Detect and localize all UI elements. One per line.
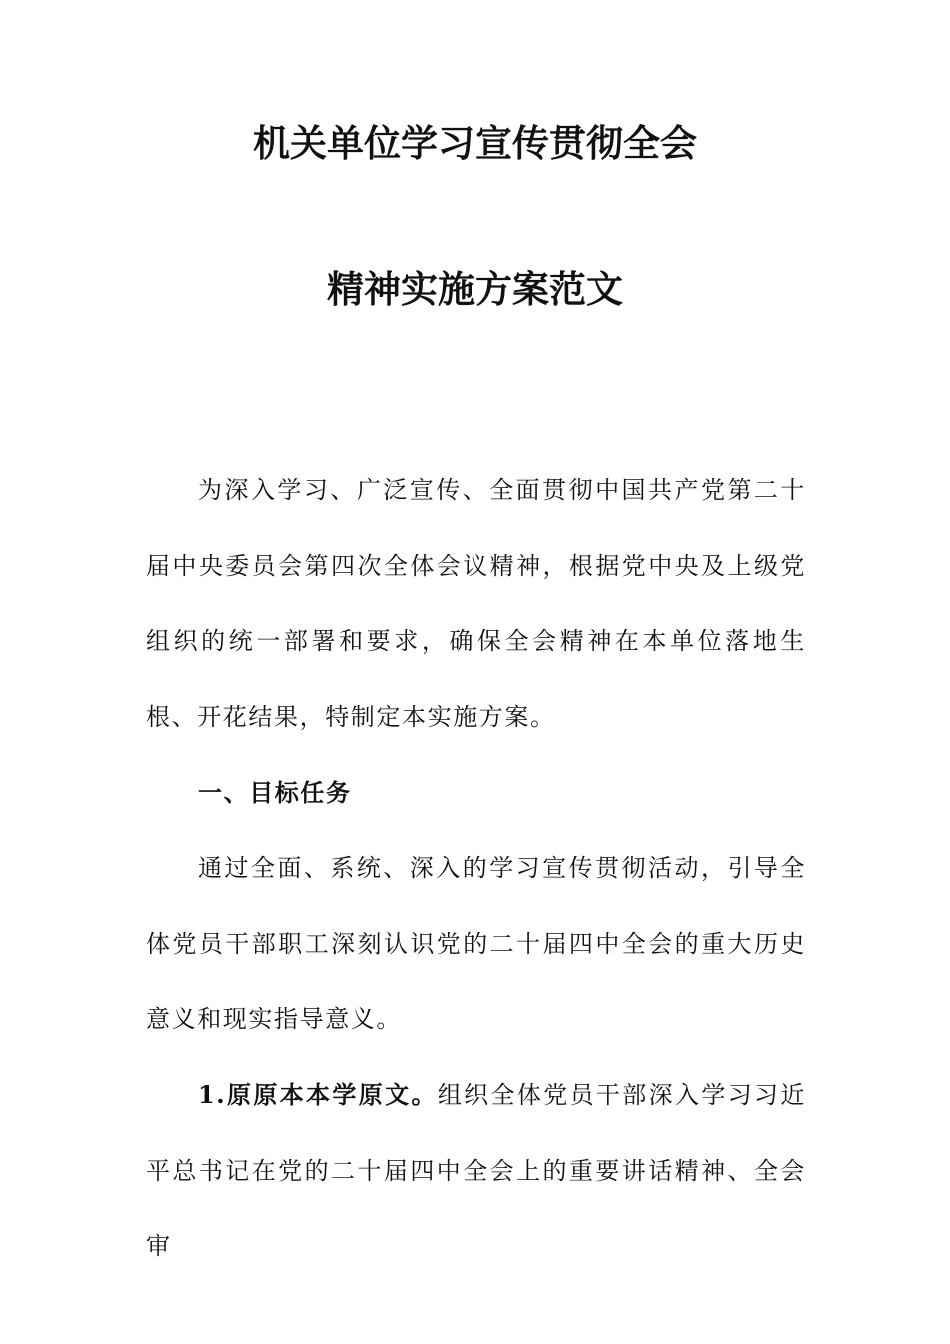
intro-paragraph: 为深入学习、广泛宣传、全面贯彻中国共产党第二十届中央委员会第四次全体会议精神，根据党中央及上级党组织的统一部署和要求，确保全会精神在本单位落地生根、开花结果，特制定本实施方案。 <box>146 476 806 731</box>
item-1-text: 组织全体党员干部深入学习习近平总书记在党的二十届四中全会上的重要讲话精神、全会审 <box>146 1081 806 1260</box>
document-title-line-1: 机关单位学习宣传贯彻全会 <box>253 122 697 165</box>
item-1-paragraph <box>146 1057 806 1285</box>
item-1-lead: 1.原原本本学原文。 <box>198 1080 438 1109</box>
section-heading-goals: 一、目标任务 <box>198 778 352 807</box>
document-title-line-2: 精神实施方案范文 <box>327 268 623 311</box>
goals-paragraph: 通过全面、系统、深入的学习宣传贯彻活动，引导全体党员干部职工深刻认识党的二十届四中全会的重大历史意义和现实指导意义。 <box>146 854 806 1033</box>
